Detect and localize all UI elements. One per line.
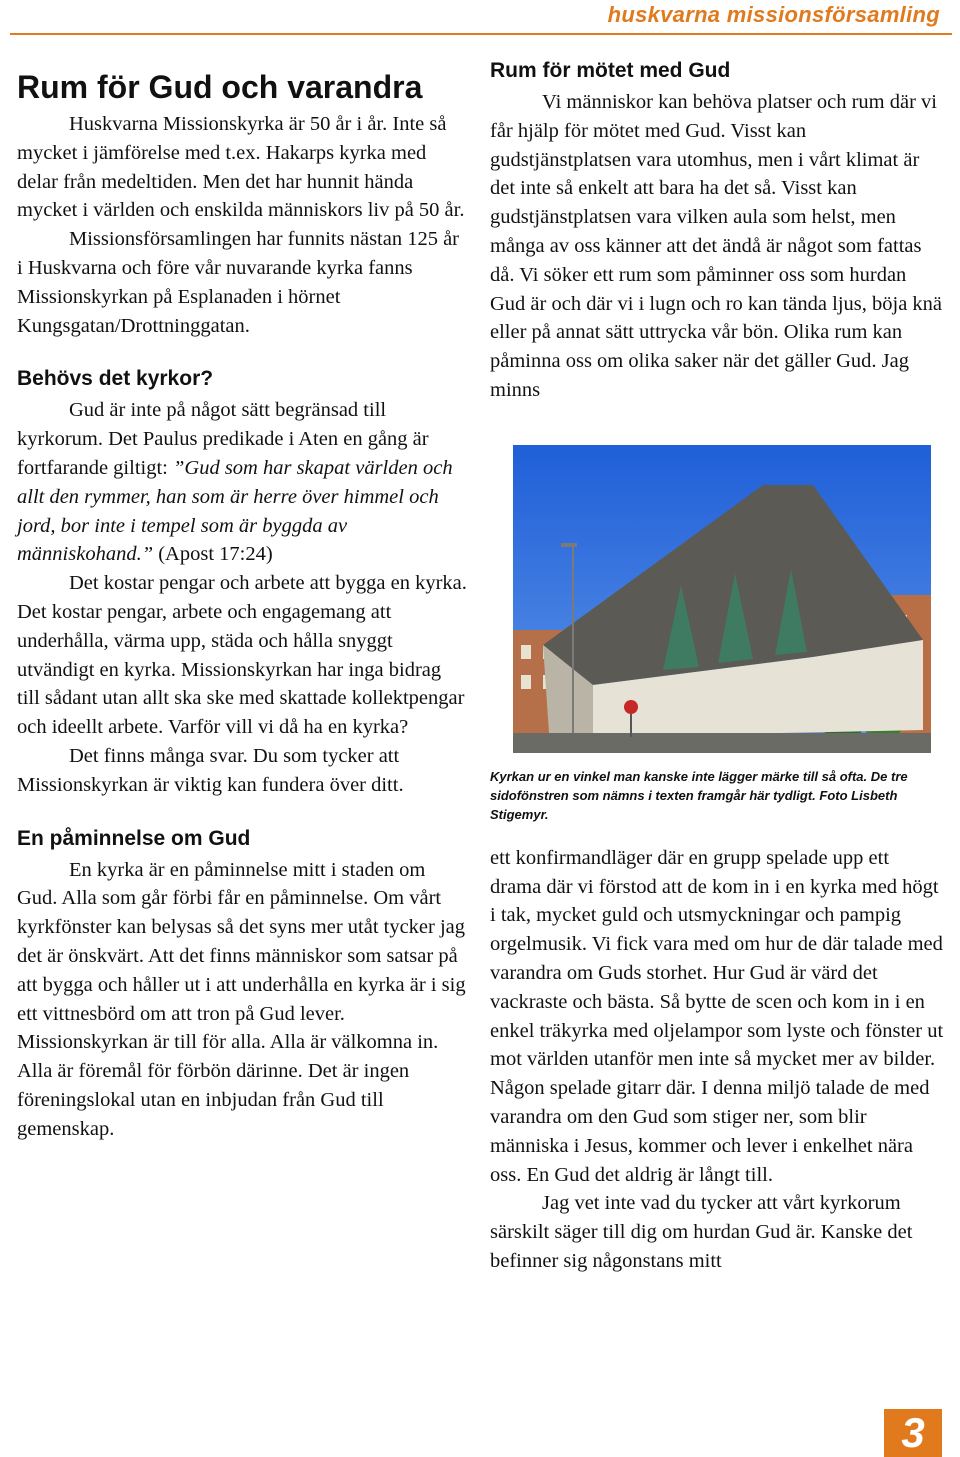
photo-caption: Kyrkan ur en vinkel man kanske inte lägger märke till så ofta. De tre sidofönstren som nämns i texten framgår här tydligt. Foto Lisbeth Stigemyr.: [490, 768, 908, 822]
page-number-badge: 3: [884, 1409, 942, 1457]
section2-paragraph-3: Det finns många svar. Du som tycker att Missionskyrkan är viktig kan fundera över ditt.: [17, 744, 404, 796]
church-photo: [513, 445, 931, 753]
intro-paragraph-2: Missionsförsamlingen har funnits nästan 125 år i Huskvarna och före vår nuvarande kyrka fanns Missionskyrkan på Esplanaden i hörnet Kungsgatan/Drottninggatan.: [17, 228, 460, 337]
magazine-header-title: huskvarna missionsförsamling: [607, 2, 940, 27]
section-heading-behovs: Behövs det kyrkor?: [17, 367, 214, 391]
section-heading-motet: Rum för mötet med Gud: [490, 59, 731, 82]
right-paragraph-3: Jag vet inte vad du tycker att vårt kyrkorum särskilt säger till dig om hurdan Gud är. Kanske det befinner sig någonstans mitt: [490, 1192, 913, 1272]
header-rule: [10, 33, 952, 35]
bible-reference: (Apost 17:24): [153, 543, 273, 566]
article-title: Rum för Gud och varandra: [17, 69, 423, 105]
right-column: [490, 58, 945, 1276]
section2-paragraph-1: [17, 396, 467, 569]
intro-paragraph-1: Huskvarna Missionskyrka är 50 år i år. Inte så mycket i jämförelse med t.ex. Hakarps kyrka med delar från medeltiden. Men det har hunnit hända mycket i världen och enskilda människors liv på 50 år.: [17, 113, 465, 222]
church-illustration: [513, 445, 931, 753]
section-heading-paminnelse: En påminnelse om Gud: [17, 826, 251, 850]
bible-quote: ”Gud som har skapat världen och allt den rymmer, han som är herre över himmel och jord, bor inte i tempel som är byggda av människohand.”: [17, 456, 453, 566]
section2-paragraph-2: Det kostar pengar och arbete att bygga en kyrka. Det kostar pengar, arbete och engagemang att underhålla, värma upp, städa och hålla snyggt utvändigt en kyrka. Missionskyrkan har inga bidrag till sådant utan allt ska ske med skattade kollektpengar och ideellt arbete. Varför vill vi då ha en kyrka?: [17, 572, 467, 739]
section3-paragraph-1: En kyrka är en påminnelse mitt i staden om Gud. Alla som går förbi får en påminnelse. Om vårt kyrkfönster kan belysas så det syns mer utåt tycker jag det är önskvärt. Att det finns människor som satsar på att bygga och håller ut i att underhålla en kyrka är i sig ett vittnesbörd om att tron på Gud lever. Missionskyrkan är till för alla. Alla är välkomna in. Alla är föremål för förbön därinne. Det är ingen föreningslokal utan en inbjudan från Gud till gemenskap.: [17, 858, 466, 1140]
right-paragraph-1: Vi människor kan behöva platser och rum där vi får hjälp för mötet med Gud. Visst kan gudstjänstplatsen vara utomhus, men i vårt klimat är det inte så enkelt att bara ha det så. Visst kan gudstjänstplatsen vara vilken aula som helst, men många av oss känner att det ändå är något som fattas då. Vi söker ett rum som påminner oss som hurdan Gud är och där vi i lugn och ro kan tända ljus, böja knä eller på annat sätt uttrycka vår bön. Olika rum kan påminna oss om olika saker när det gäller Gud. Jag minns: [490, 91, 943, 401]
s2-text: Gud är inte på något sätt begränsad till kyrkorum. Det Paulus predikade i Aten en gång är fortfarande giltigt:: [17, 399, 429, 479]
left-column: [17, 58, 467, 1144]
right-paragraph-2: ett konfirmandläger där en grupp spelade upp ett drama där vi förstod att de kom in i en kyrka med högt i tak, mycket guld och utsmyckningar och pampig orgelmusik. Vi fick vara med om hur de där talade med varandra om Guds storhet. Hur Gud är värd det vackraste och bästa. Så bytte de scen och kom in i en enkel träkyrka med oljelampor som lyste och fönster ut mot världen utanför men inte så mycket mer av bilder. Någon spelade gitarr där. I denna miljö talade de med varandra om den Gud som stiger ner, som blir människa i Jesus, kommer och lever i enkelhet nära oss. En Gud det aldrig är långt till.: [490, 846, 944, 1186]
